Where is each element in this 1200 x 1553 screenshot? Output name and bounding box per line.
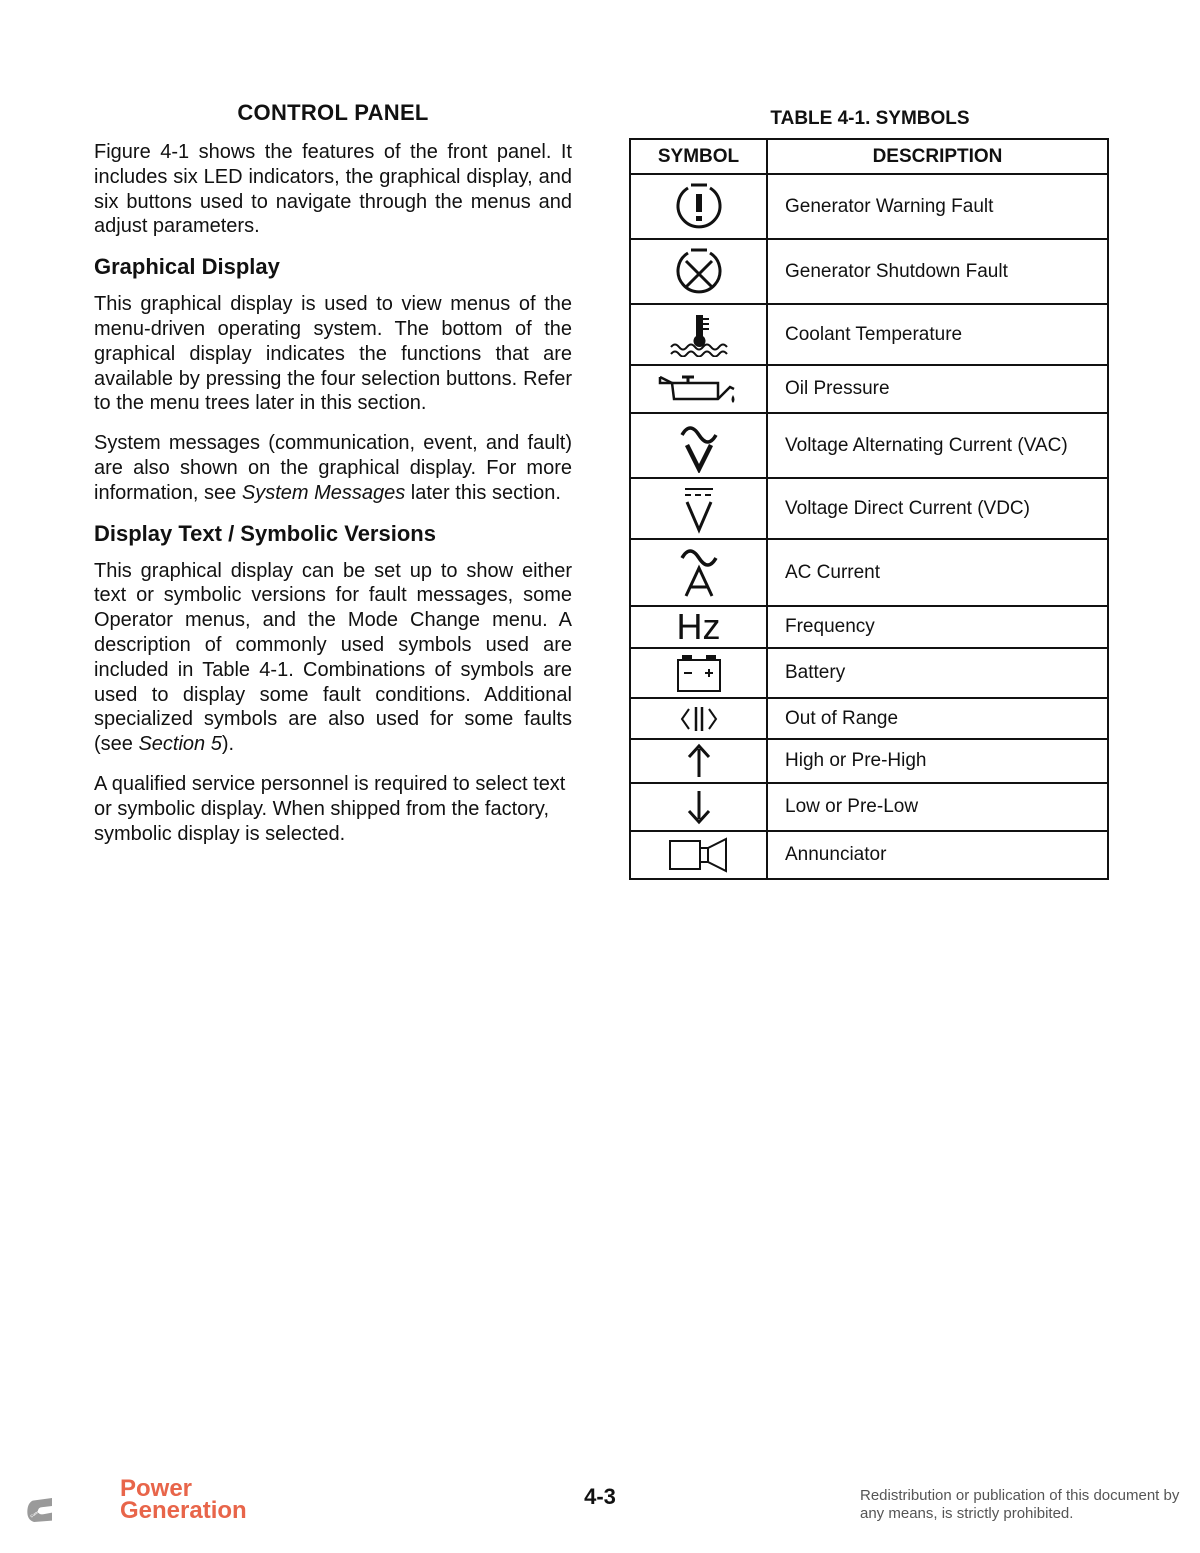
text-run: This graphical display can be set up to show either text or symbolic versions for fault messages, some Operator menus, and the Mode Change menu. A description of commonly used symbols used are included in Table 4-1. Combinations of symbols are used to display some fault conditions. Additional specialized symbols are also used for some faults (see bbox=[94, 559, 572, 756]
page-title: CONTROL PANEL bbox=[237, 100, 429, 125]
frequency-icon: Hz bbox=[676, 606, 721, 647]
system-messages-reference: System Messages bbox=[241, 481, 406, 504]
description-cell: Battery bbox=[767, 648, 1108, 698]
description-cell: Oil Pressure bbox=[767, 365, 1108, 413]
left-column bbox=[94, 100, 572, 861]
annunciator-icon bbox=[668, 836, 730, 874]
description-cell: Out of Range bbox=[767, 698, 1108, 739]
symbol-cell bbox=[630, 648, 767, 698]
symbol-cell bbox=[630, 304, 767, 365]
section-reference: Section 5 bbox=[138, 733, 222, 756]
graphical-display-heading: Graphical Display bbox=[94, 254, 280, 280]
table-row bbox=[630, 239, 1108, 304]
table-row bbox=[630, 539, 1108, 606]
symbol-cell bbox=[630, 239, 767, 304]
symbol-cell bbox=[630, 783, 767, 831]
symbol-cell bbox=[630, 698, 767, 739]
arrow-up-icon bbox=[684, 743, 714, 779]
text-run: System messages (communication, event, and fault) are also shown on the graphical display. For more information, see bbox=[94, 432, 572, 504]
table-row bbox=[630, 304, 1108, 365]
description-cell: Low or Pre-Low bbox=[767, 783, 1108, 831]
warning-fault-icon bbox=[674, 182, 724, 232]
table-row bbox=[630, 831, 1108, 879]
table-row bbox=[630, 365, 1108, 413]
vdc-icon bbox=[679, 484, 719, 534]
symbol-cell bbox=[630, 606, 767, 648]
display-text-paragraph-2: A qualified service personnel is required to select text or symbolic display. When shipped from the factory, symbolic display is selected. bbox=[94, 772, 566, 845]
description-cell: Generator Warning Fault bbox=[767, 174, 1108, 239]
description-cell: AC Current bbox=[767, 539, 1108, 606]
arrow-down-icon bbox=[684, 789, 714, 825]
display-text-paragraph-1 bbox=[94, 559, 572, 757]
vac-icon bbox=[677, 419, 721, 473]
description-cell: Annunciator bbox=[767, 831, 1108, 879]
table-row bbox=[630, 698, 1108, 739]
text-run: later this section. bbox=[405, 481, 561, 504]
display-text-heading: Display Text / Symbolic Versions bbox=[94, 520, 436, 546]
shutdown-fault-icon bbox=[674, 247, 724, 297]
graphical-display-paragraph-2 bbox=[94, 431, 572, 505]
table-row bbox=[630, 174, 1108, 239]
symbol-cell bbox=[630, 413, 767, 478]
oil-pressure-icon bbox=[658, 371, 740, 407]
table-row bbox=[630, 648, 1108, 698]
symbols-table bbox=[629, 138, 1109, 880]
symbol-cell bbox=[630, 478, 767, 539]
table-title: TABLE 4-1. SYMBOLS bbox=[770, 108, 970, 129]
graphical-display-paragraph-1: This graphical display is used to view menus of the menu-driven operating system. The bottom of the graphical display indicates the functions that are available by pressing the four selection buttons. Refer to the menu trees later in this section. bbox=[94, 293, 572, 415]
symbol-cell bbox=[630, 539, 767, 606]
table-header-row bbox=[630, 139, 1108, 174]
description-cell: Coolant Temperature bbox=[767, 304, 1108, 365]
table-row bbox=[630, 739, 1108, 783]
table-row bbox=[630, 783, 1108, 831]
description-column-header: DESCRIPTION bbox=[767, 139, 1108, 174]
battery-icon bbox=[674, 652, 724, 694]
text-run: ). bbox=[221, 733, 235, 756]
brand-line-2: Generation bbox=[120, 1497, 247, 1524]
description-cell: High or Pre-High bbox=[767, 739, 1108, 783]
table-row bbox=[630, 478, 1108, 539]
intro-paragraph: Figure 4-1 shows the features of the front panel. It includes six LED indicators, the graphical display, and six buttons used to navigate through the menus and adjust parameters. bbox=[94, 141, 572, 238]
table-row bbox=[630, 606, 1108, 648]
symbol-cell bbox=[630, 174, 767, 239]
table-row bbox=[630, 413, 1108, 478]
page-number: 4-3 bbox=[584, 1484, 616, 1509]
symbol-cell bbox=[630, 365, 767, 413]
description-cell: Voltage Alternating Current (VAC) bbox=[767, 413, 1108, 478]
coolant-temperature-icon bbox=[669, 313, 729, 357]
redistribution-notice: Redistribution or publication of this document by any means, is strictly prohibited. bbox=[860, 1487, 1180, 1522]
cummins-logo bbox=[26, 1470, 116, 1550]
symbol-column-header: SYMBOL bbox=[630, 139, 767, 174]
symbol-cell bbox=[630, 739, 767, 783]
logo-text: Cummins bbox=[29, 1505, 46, 1519]
brand-line-1: Power bbox=[120, 1475, 193, 1502]
ac-current-icon bbox=[677, 546, 721, 600]
symbol-cell bbox=[630, 831, 767, 879]
description-cell: Voltage Direct Current (VDC) bbox=[767, 478, 1108, 539]
description-cell: Frequency bbox=[767, 606, 1108, 648]
description-cell: Generator Shutdown Fault bbox=[767, 239, 1108, 304]
out-of-range-icon bbox=[679, 704, 719, 734]
